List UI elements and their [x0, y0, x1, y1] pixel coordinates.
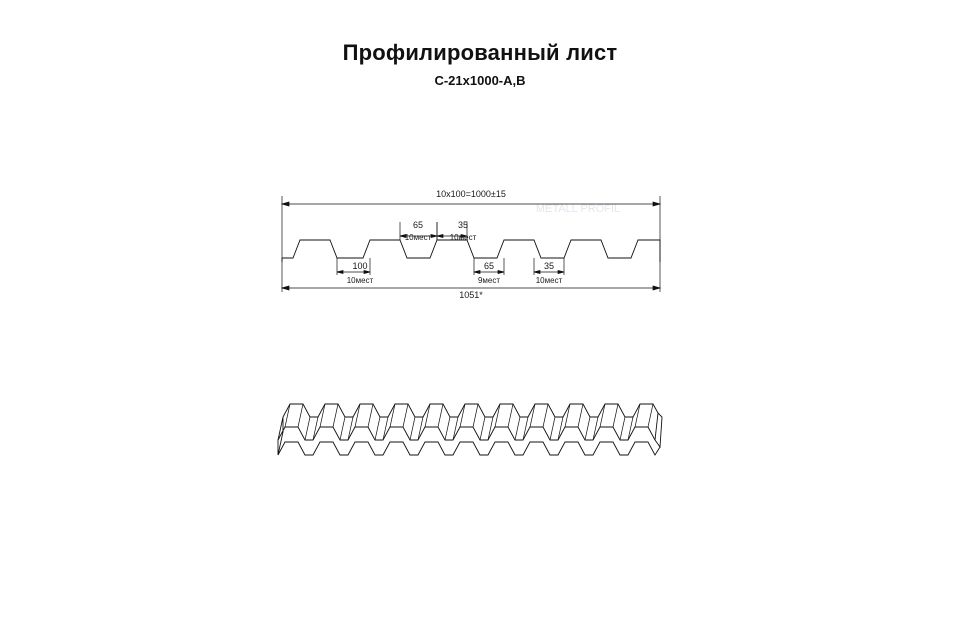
arrow-right-top: [653, 202, 660, 206]
iso-rib-connectors: [285, 404, 653, 440]
label-rib-bottom-1: 100: [352, 261, 368, 271]
label-rib-bottom-2-count: 9мест: [477, 276, 501, 285]
label-rib-top-2: 35: [457, 220, 469, 230]
label-total-pitch: 10x100=1000±15: [436, 189, 506, 199]
isometric-view: [278, 404, 662, 455]
arrow-left-top: [282, 202, 289, 206]
label-rib-top-2-count: 10мест: [449, 233, 477, 242]
page-subtitle: С-21x1000-А,В: [434, 73, 526, 88]
label-rib-top-1-count: 10мест: [404, 233, 432, 242]
dimension-labels: [347, 189, 620, 300]
watermark-text: METALL PROFIL: [535, 203, 621, 215]
arrow-left-bottom: [282, 286, 289, 290]
label-rib-bottom-1-count: 10мест: [346, 276, 374, 285]
profile-baseline: [282, 258, 660, 262]
arrow-100-left: [337, 271, 343, 274]
iso-skirt-edge: [278, 442, 660, 455]
iso-top-edge: [283, 404, 658, 417]
label-rib-bottom-2: 65: [483, 261, 495, 271]
arrow-65bot-left: [474, 271, 480, 274]
arrow-35bot-right: [558, 271, 564, 274]
label-rib-bottom-3-count: 10мест: [535, 276, 563, 285]
arrow-35bot-left: [534, 271, 540, 274]
label-rib-top-1: 65: [412, 220, 424, 230]
iso-right-edge: [655, 413, 662, 447]
label-rib-bottom-3: 35: [543, 261, 555, 271]
label-overall-width: 1051*: [459, 290, 483, 300]
iso-bottom-edge: [278, 427, 655, 440]
cross-section-view: [282, 240, 660, 262]
arrow-65bot-right: [498, 271, 504, 274]
arrow-35top-left: [437, 235, 443, 238]
arrow-right-bottom: [653, 286, 660, 290]
page-title: Профилированный лист: [342, 40, 618, 65]
profile-corrugation-path: [282, 240, 660, 258]
arrow-65top-right: [431, 235, 437, 238]
